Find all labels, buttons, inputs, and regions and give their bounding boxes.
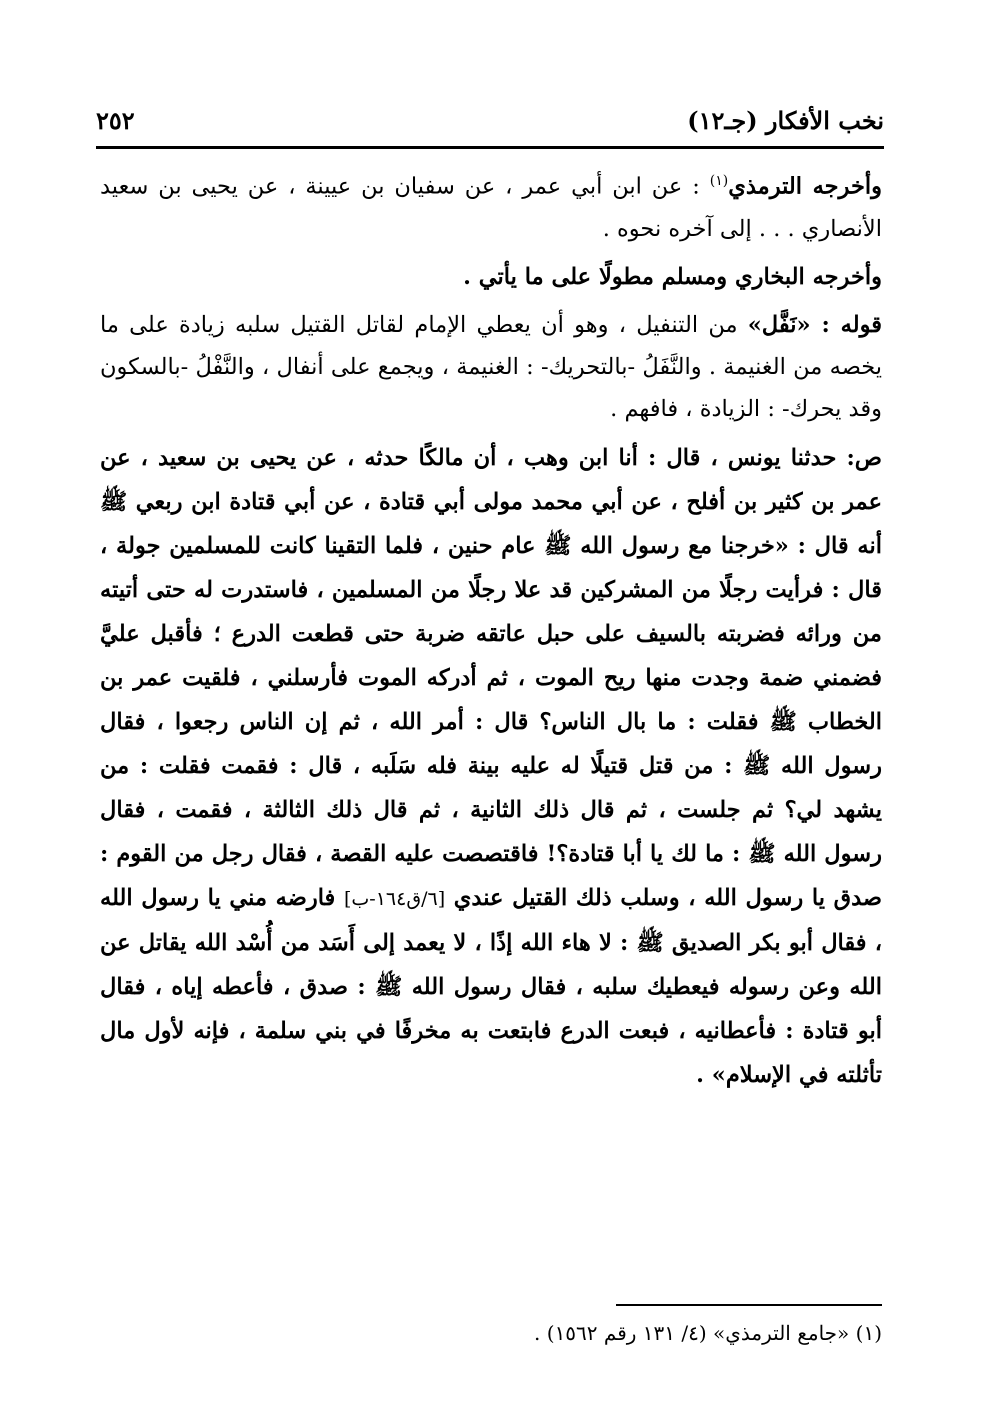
footnote: (١) «جامع الترمذي» (٤/ ١٣١ رقم ١٥٦٢) . — [534, 1321, 882, 1345]
paragraph-text: : عن ابن أبي عمر ، عن سفيان بن عيينة ، عن يحيى بن سعيد الأنصاري . . . إلى آخره نحوه . — [100, 173, 882, 242]
footnote-divider — [616, 1304, 882, 1306]
paragraph-tirmidhi — [100, 160, 882, 250]
paragraph-text: من التنفيل ، وهو أن يعطي الإمام لقاتل القتيل سلبه زيادة على ما يخصه من الغنيمة . والنَّفَلُ -بالتحريك- : الغنيمة ، ويجمع على أنفال ، والنَّفْلُ -بالسكون وقد يحرك- : الزيادة ، فافهم . — [100, 311, 882, 422]
manuscript-ref: [٦/ق١٦٤-ب] — [343, 887, 446, 910]
paragraph-lead: قوله : «نَفَّل» — [747, 311, 882, 338]
main-text — [100, 160, 882, 1097]
footnote-ref: (١) — [709, 173, 729, 189]
paragraph-bukhari: وأخرجه البخاري ومسلم مطولًا على ما يأتي . — [463, 263, 882, 290]
paragraph-hadith — [100, 436, 882, 1097]
page-header — [96, 100, 884, 140]
hadith-text-part1: ص: حدثنا يونس ، قال : أنا ابن وهب ، أن مالكًا حدثه ، عن يحيى بن سعيد ، عن عمر بن كثير بن أفلح ، عن أبي محمد مولى أبي قتادة ، عن أبي قتادة ابن ربعي ﷺ أنه قال : «خرجنا مع رسول الله ﷺ عام حنين ، فلما التقينا كانت للمسلمين جولة ، قال : فرأيت رجلًا من المشركين قد علا رجلًا من المسلمين ، فاستدرت له حتى أتيته من ورائه فضربته بالسيف على حبل عاتقه ضربة حتى قطعت الدرع ؛ فأقبل عليَّ فضمني ضمة وجدت منها ريح الموت ، ثم أدركه الموت فأرسلني ، فلقيت عمر بن الخطاب ﷺ فقلت : ما بال الناس؟ قال : أمر الله ، ثم إن الناس رجعوا ، فقال رسول الله ﷺ : من قتل قتيلًا له عليه بينة فله سَلَبه ، قال : فقمت فقلت : من يشهد لي؟ ثم جلست ، ثم قال ذلك الثانية ، ثم قال ذلك الثالثة ، فقمت ، فقال رسول الله ﷺ : ما لك يا أبا قتادة؟! فاقتصصت عليه القصة ، فقال رجل من القوم : صدق يا رسول الله ، وسلب ذلك القتيل عندي — [100, 444, 882, 911]
header-divider — [96, 146, 884, 149]
paragraph-commentary — [100, 304, 882, 430]
book-title: نخب الأفكار (جـ١٢) — [687, 105, 884, 135]
paragraph-lead: وأخرجه الترمذي — [728, 173, 882, 200]
page-number: ٢٥٢ — [96, 105, 135, 135]
hadith-text-part2: فارضه مني يا رسول الله ، فقال أبو بكر الصديق ﷺ : لا هاء الله إذًا ، لا يعمد إلى أَسَد من أُسْد الله يقاتل عن الله وعن رسوله فيعطيك سلبه ، فقال رسول الله ﷺ : صدق ، فأعطه إياه ، فقال أبو قتادة : فأعطانيه ، فبعت الدرع فابتعت به مخرفًا في بني سلمة ، فإنه لأول مال تأثلته في الإسلام» . — [100, 884, 882, 1088]
